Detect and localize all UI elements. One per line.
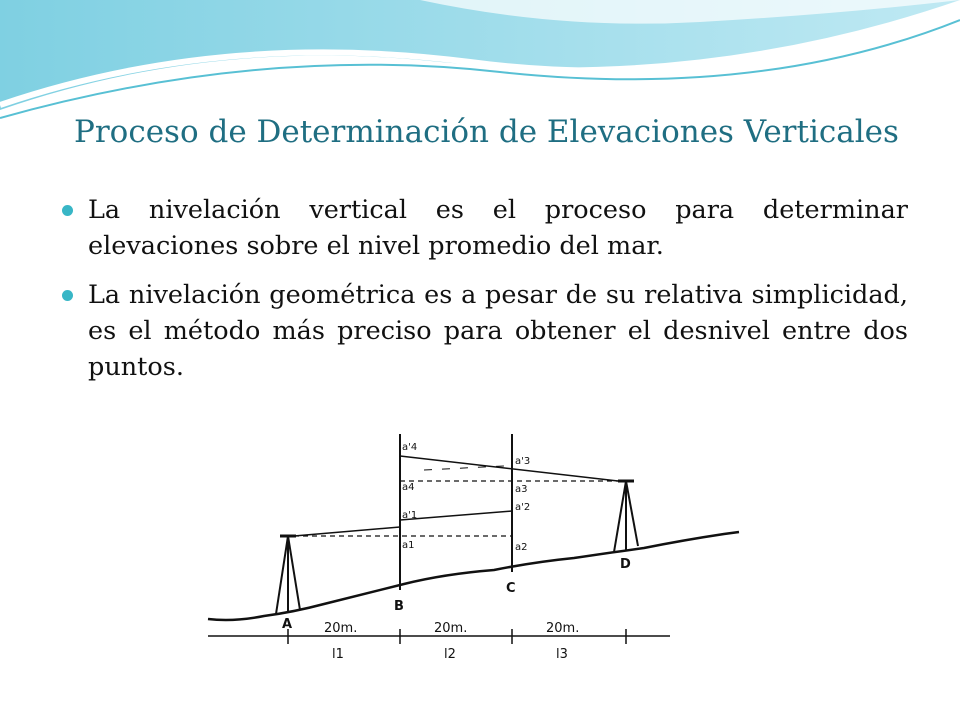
- leveling-diagram-svg: [194, 412, 743, 670]
- point-label-a: A: [282, 617, 293, 632]
- leveling-diagram: [194, 412, 743, 670]
- header-wave-decoration: [0, 0, 960, 120]
- sight-line-a-b: [294, 527, 400, 536]
- segment-label: l3: [556, 647, 568, 662]
- reading-label: a'3: [515, 456, 531, 467]
- bullet-dot-icon: [62, 205, 73, 216]
- bullet-text: La nivelación geométrica es a pesar de su relativa simplicidad, es el método más preciso para obtener el desnivel entre dos puntos.: [88, 280, 908, 382]
- reading-label: a'1: [402, 510, 418, 521]
- distance-label: 20m.: [546, 621, 580, 636]
- reading-label: a'2: [515, 502, 531, 513]
- reading-label: a'4: [402, 442, 418, 453]
- reading-label: a1: [402, 540, 415, 551]
- bullet-text: La nivelación vertical es el proceso para determinar elevaciones sobre el nivel promedio del mar.: [88, 195, 908, 261]
- point-label-c: C: [506, 581, 516, 596]
- segment-label: l1: [332, 647, 344, 662]
- segment-label: l2: [444, 647, 456, 662]
- sight-line-d-b: [400, 456, 618, 481]
- bullet-dot-icon: [62, 290, 73, 301]
- point-label-d: D: [620, 557, 631, 572]
- reading-label: a3: [515, 484, 528, 495]
- point-label-b: B: [394, 599, 404, 614]
- reading-label: a2: [515, 542, 528, 553]
- slide-title: Proceso de Determinación de Elevaciones Verticales: [74, 114, 899, 150]
- tripod-d: [614, 481, 638, 552]
- reading-label: a4: [402, 482, 415, 493]
- bullet-item: [62, 277, 908, 385]
- tripod-a: [276, 536, 300, 614]
- bullet-item: [62, 192, 908, 264]
- bullet-list: [62, 192, 908, 398]
- distance-label: 20m.: [434, 621, 468, 636]
- distance-label: 20m.: [324, 621, 358, 636]
